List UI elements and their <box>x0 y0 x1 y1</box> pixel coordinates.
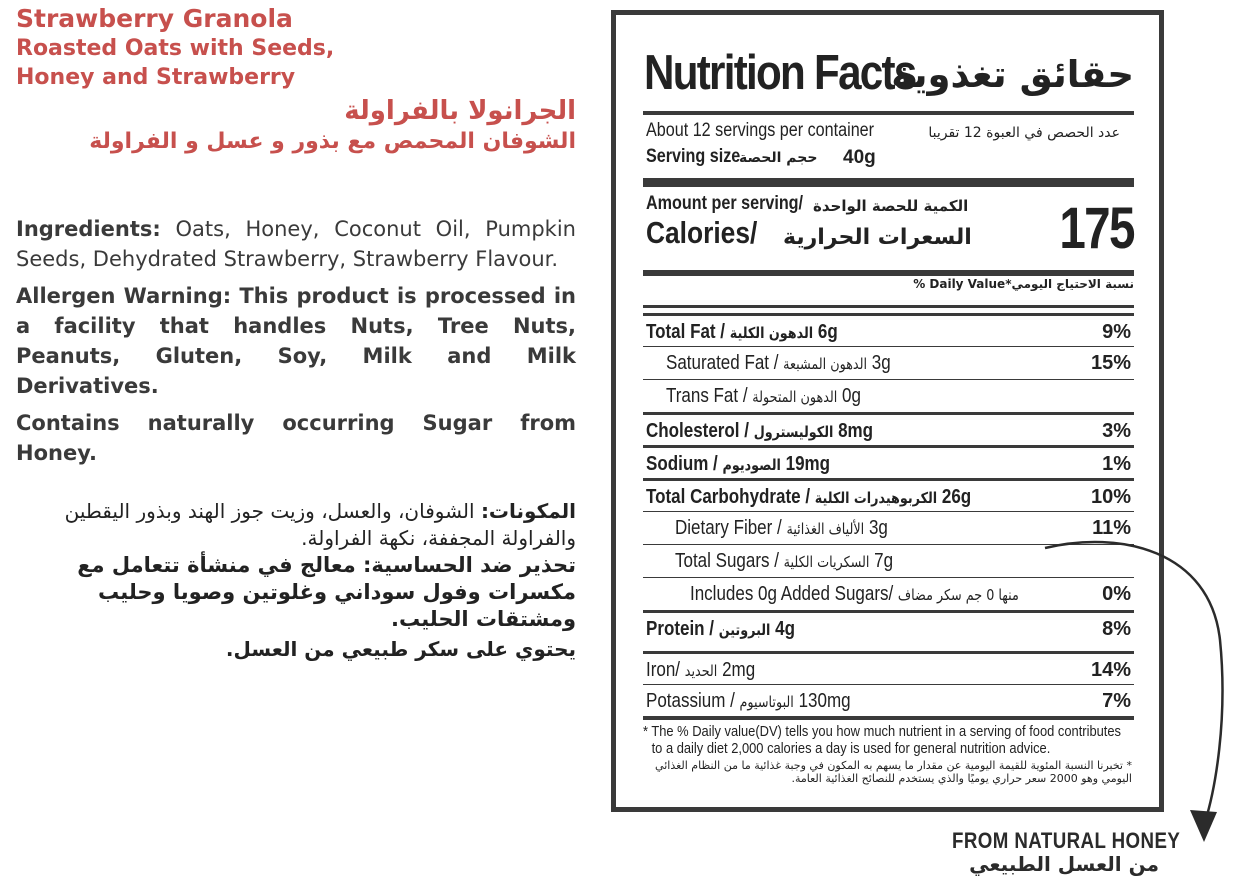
amount-per-serving-arabic: الكمية للحصة الواحدة <box>813 197 969 215</box>
contains-note: Contains naturally occurring Sugar from Honey. <box>16 411 576 465</box>
footnote-line-2: to a daily diet 2,000 calories a day is used for general nutrition advice. <box>651 740 1051 757</box>
honey-note: FROM NATURAL HONEY <box>952 828 1181 853</box>
nutrient-amount: 8mg <box>838 420 874 442</box>
nutrient-amount: 4g <box>775 618 796 640</box>
nutrient-name-arabic: الكربوهيدرات الكلية <box>814 489 938 507</box>
nutrient-name-arabic: منها 0 جم سكر مضاف <box>897 586 1019 604</box>
ingredients-label-arabic: المكونات: <box>480 499 576 523</box>
servings-per-container: About 12 servings per container <box>646 120 875 141</box>
nutrient-name: Iron/ <box>646 659 681 681</box>
nutrient-daily-value: 0% <box>1102 583 1131 605</box>
footnote-line-1: * The % Daily value(DV) tells you how much nutrient in a serving of food contributes <box>643 723 1122 740</box>
arrow-head <box>1190 810 1217 842</box>
nutrient-name: Total Carbohydrate / <box>646 486 811 508</box>
nutrient-daily-value: 9% <box>1102 321 1131 343</box>
nutrient-daily-value: 14% <box>1090 659 1131 681</box>
nutrient-name-arabic: السكريات الكلية <box>783 553 870 571</box>
nutrient-amount: 3g <box>868 517 888 539</box>
nutrient-name: Potassium / <box>646 690 735 712</box>
product-subtitle-line-1: Roasted Oats with Seeds, <box>16 36 335 61</box>
nutrient-amount: 6g <box>817 321 838 343</box>
product-subtitle-arabic: الشوفان المحمص مع بذور و عسل و الفراولة <box>89 129 576 154</box>
calories-value: 175 <box>1059 196 1134 261</box>
nutrient-name: Trans Fat / <box>666 385 748 407</box>
nutrient-daily-value: 3% <box>1102 420 1131 442</box>
serving-size-label-arabic: حجم الحصة <box>739 150 818 166</box>
ingredients-text-arabic: الشوفان، والعسل، وزيت جوز الهند وبذور اليقطين والفراولة المجففة، نكهة الفراولة. <box>64 499 576 550</box>
amount-per-serving: Amount per serving/ <box>646 193 804 214</box>
serving-size-label: Serving size <box>646 146 741 167</box>
nutrient-name-arabic: البروتين <box>718 621 771 639</box>
nutrient-name-arabic: البوتاسيوم <box>739 693 794 711</box>
nutrient-amount: 19mg <box>785 453 831 475</box>
allergen-warning-arabic: تحذير ضد الحساسية: معالج في منشأة تتعامل مع مكسرات وفول سوداني وغلوتين وصويا وحليب ومشتقات الحليب. <box>77 553 576 631</box>
nutrient-name-arabic: الدهون المتحولة <box>752 388 838 406</box>
nutrient-daily-value: 7% <box>1102 690 1131 712</box>
nutrient-daily-value: 10% <box>1090 486 1131 508</box>
nutrient-name: Cholesterol / <box>646 420 749 442</box>
panel-title-arabic: حقائق تغذوية <box>891 53 1134 96</box>
nutrient-name-arabic: الألياف الغذائية <box>786 520 865 538</box>
panel-title: Nutrition Facts <box>644 46 916 100</box>
allergen-warning: Allergen Warning: This product is processed in a facility that handles Nuts, Tree Nuts, Peanuts, Gluten, Soy, Milk and Milk Derivatives. <box>16 284 576 398</box>
nutrient-name-arabic: الحديد <box>684 662 718 680</box>
product-subtitle-line-2: Honey and Strawberry <box>16 65 296 90</box>
ingredients-text: Oats, Honey, Coconut Oil, Pumpkin Seeds, Dehydrated Strawberry, Strawberry Flavour. <box>16 217 576 271</box>
nutrient-name-arabic: الصوديوم <box>722 456 781 474</box>
servings-per-container-arabic: عدد الحصص في العبوة 12 تقريبا <box>928 125 1120 141</box>
daily-value-header: نسبة الاحتياج اليومي*Daily Value % <box>913 277 1134 291</box>
calories-label-arabic: السعرات الحرارية <box>783 225 972 250</box>
nutrient-daily-value: 1% <box>1102 453 1131 475</box>
footnote-arabic: * تخبرنا النسبة المئوية للقيمة اليومية عن مقدار ما يسهم به المكون في وجبة غذائية ما من النظام الغذائي اليومي وهو 2000 سعر حراري يوميًا والذي يستخدم للنصائح الغذائية العامة. <box>655 759 1132 785</box>
nutrient-name-arabic: الدهون المشبعة <box>783 355 868 373</box>
nutrient-name: Protein / <box>646 618 715 640</box>
nutrient-name: Includes 0g Added Sugars/ <box>690 583 894 605</box>
nutrient-amount: 26g <box>941 486 972 508</box>
nutrient-name-arabic: الكوليسترول <box>753 423 834 441</box>
nutrient-daily-value: 15% <box>1090 352 1131 374</box>
calories-label: Calories/ <box>646 215 758 250</box>
product-title-arabic: الجرانولا بالفراولة <box>344 96 576 126</box>
nutrient-amount: 3g <box>871 352 891 374</box>
arrow-curve <box>1045 542 1222 822</box>
nutrient-amount: 0g <box>842 385 861 407</box>
nutrient-daily-value: 11% <box>1092 517 1131 539</box>
ingredients-label: Ingredients: <box>16 217 161 241</box>
nutrient-name: Sodium / <box>646 453 718 475</box>
nutrient-name-arabic: الدهون الكلية <box>729 324 814 342</box>
contains-note-arabic: يحتوي على سكر طبيعي من العسل. <box>225 637 576 661</box>
nutrient-name: Total Sugars / <box>675 550 779 572</box>
nutrient-name: Total Fat / <box>646 321 726 343</box>
nutrient-daily-value: 8% <box>1102 618 1131 640</box>
nutrient-name: Saturated Fat / <box>666 352 779 374</box>
nutrient-name: Dietary Fiber / <box>675 517 782 539</box>
nutrient-amount: 7g <box>874 550 894 572</box>
product-title: Strawberry Granola <box>16 4 293 33</box>
serving-size-value: 40g <box>843 147 876 168</box>
honey-note-arabic: من العسل الطبيعي <box>969 852 1159 876</box>
nutrient-amount: 130mg <box>798 690 851 712</box>
nutrient-amount: 2mg <box>722 659 756 681</box>
